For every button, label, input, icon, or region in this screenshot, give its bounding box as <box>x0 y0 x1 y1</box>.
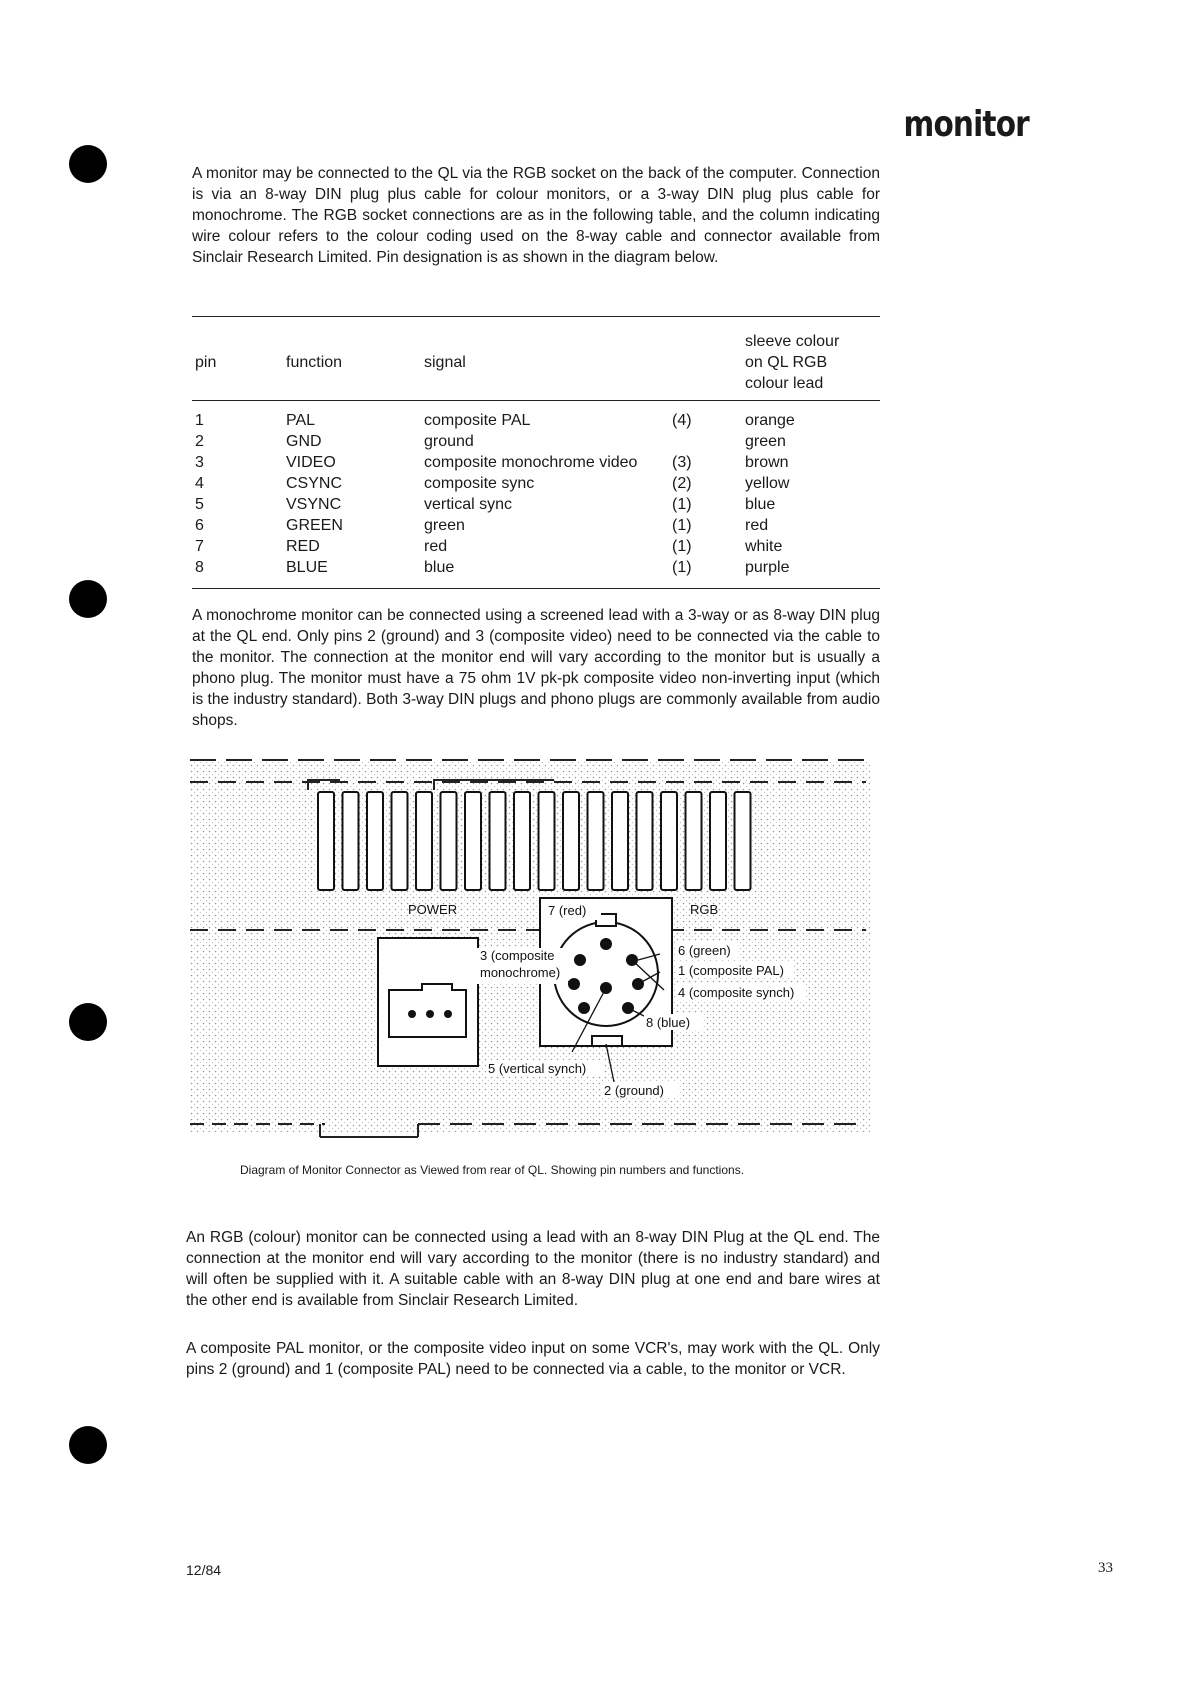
table-cell-signal: composite monochrome video <box>424 454 638 471</box>
table-cell-pin: 7 <box>195 538 204 555</box>
cooling-rib <box>710 792 726 890</box>
pin7-label: 7 (red) <box>548 903 587 918</box>
table-cell-signal: vertical sync <box>424 496 513 513</box>
footer-date: 12/84 <box>186 1562 222 1578</box>
header-sleeve-3: colour lead <box>745 375 824 392</box>
table-cell-colour: purple <box>745 559 790 576</box>
table-cell-function: RED <box>286 538 320 555</box>
cooling-rib <box>490 792 506 890</box>
table-cell-code: (2) <box>672 475 692 492</box>
pin5-label: 5 (vertical synch) <box>488 1061 587 1076</box>
table-cell-code: (1) <box>672 538 692 555</box>
table-cell-function: BLUE <box>286 559 328 576</box>
page-title: monitor <box>903 104 1029 145</box>
cooling-rib <box>661 792 677 890</box>
diagram-caption: Diagram of Monitor Connector as Viewed from rear of QL. Showing pin numbers and functions. <box>240 1163 745 1177</box>
table-cell-colour: green <box>745 433 786 450</box>
pin3-label-line1: 3 (composite <box>480 948 555 963</box>
cooling-rib <box>686 792 702 890</box>
table-cell-colour: orange <box>745 412 795 429</box>
table-cell-function: GND <box>286 433 322 450</box>
table-cell-function: VIDEO <box>286 454 336 471</box>
table-cell-signal: green <box>424 517 465 534</box>
table-cell-signal: ground <box>424 433 474 450</box>
table-cell-colour: brown <box>745 454 789 471</box>
table-cell-code: (4) <box>672 412 692 429</box>
cooling-rib <box>367 792 383 890</box>
cooling-rib <box>465 792 481 890</box>
cooling-rib <box>563 792 579 890</box>
table-top-rule <box>192 316 880 317</box>
table-bottom-rule <box>192 588 880 589</box>
table-header-rule <box>192 400 880 401</box>
pin8-label: 8 (blue) <box>646 1015 691 1030</box>
table-cell-signal: composite sync <box>424 475 535 492</box>
cooling-rib <box>514 792 530 890</box>
header-sleeve-1: sleeve colour <box>745 333 840 350</box>
monochrome-paragraph: A monochrome monitor can be connected using a screened lead with a 3-way or as 8-way DIN plug at the QL end. Only pins 2 (ground) and 3 (composite video) need to be connected via the cable to the monitor. The connection at the monitor end will vary according to the monitor but is usually a phono plug. The monitor must have a 75 ohm 1V pk-pk composite video non-inverting input (which is the industry standard). Both 3-way DIN plugs and phono plugs are commonly available from audio shops. <box>192 607 880 729</box>
pin1-label: 1 (composite PAL) <box>678 963 784 978</box>
header-signal: signal <box>424 354 466 371</box>
rgb-label: RGB <box>690 902 719 917</box>
table-cell-pin: 1 <box>195 412 204 429</box>
table-cell-function: PAL <box>286 412 316 429</box>
binder-hole <box>69 1426 107 1464</box>
cooling-rib <box>539 792 555 890</box>
table-cell-code: (3) <box>672 454 692 471</box>
intro-paragraph: A monitor may be connected to the QL via the RGB socket on the back of the computer. Connection is via an 8-way DIN plug plus cable for colour monitors, or a 3-way DIN plug plus cable for monochrome. The RGB socket connections are as in the following table, and the column indicating wire colour refers to the colour coding used on the 8-way cable and connector available from Sinclair Research Limited. Pin designation is as shown in the diagram below. <box>192 165 880 266</box>
connector-diagram <box>190 752 870 1142</box>
table-cell-signal: composite PAL <box>424 412 531 429</box>
header-sleeve-2: on QL RGB <box>745 354 828 371</box>
binder-hole <box>69 580 107 618</box>
cooling-rib <box>588 792 604 890</box>
cooling-rib <box>318 792 334 890</box>
pal-paragraph: A composite PAL monitor, or the composite video input on some VCR's, may work with the QL. Only pins 2 (ground) and 1 (composite PAL) need to be connected via a cable, to the monitor or VCR. <box>186 1340 880 1378</box>
power-socket <box>378 938 478 1066</box>
table-cell-pin: 6 <box>195 517 204 534</box>
page-number: 33 <box>1098 1560 1113 1576</box>
table-cell-colour: red <box>745 517 769 534</box>
table-cell-pin: 8 <box>195 559 204 576</box>
table-cell-code: (1) <box>672 517 692 534</box>
table-cell-pin: 5 <box>195 496 204 513</box>
table-cell-code: (1) <box>672 559 692 576</box>
cooling-rib <box>392 792 408 890</box>
pin2-label: 2 (ground) <box>604 1083 664 1098</box>
pin6-label: 6 (green) <box>678 943 731 958</box>
table-cell-colour: blue <box>745 496 776 513</box>
cooling-rib <box>343 792 359 890</box>
table-cell-pin: 4 <box>195 475 204 492</box>
table-cell-colour: white <box>745 538 783 555</box>
table-cell-signal: blue <box>424 559 455 576</box>
header-pin: pin <box>195 354 217 371</box>
table-cell-colour: yellow <box>745 475 790 492</box>
table-cell-pin: 2 <box>195 433 204 450</box>
rgb-paragraph: An RGB (colour) monitor can be connected using a lead with an 8-way DIN Plug at the QL end. The connection at the monitor end will vary according to the monitor (there is no industry standard) and will often be supplied with it. A suitable cable with an 8-way DIN plug at one end and bare wires at the other end is available from Sinclair Research Limited. <box>186 1229 880 1309</box>
cooling-rib <box>735 792 751 890</box>
pin3-label-line2: monochrome) <box>480 965 561 980</box>
binder-hole <box>69 145 107 183</box>
binder-hole <box>69 1003 107 1041</box>
table-cell-code: (1) <box>672 496 692 513</box>
cooling-rib <box>441 792 457 890</box>
table-cell-function: CSYNC <box>286 475 343 492</box>
cooling-rib <box>612 792 628 890</box>
cooling-rib <box>637 792 653 890</box>
pin4-label: 4 (composite synch) <box>678 985 795 1000</box>
table-cell-pin: 3 <box>195 454 204 471</box>
header-function: function <box>286 354 343 371</box>
table-cell-signal: red <box>424 538 448 555</box>
table-cell-function: VSYNC <box>286 496 342 513</box>
power-label: POWER <box>408 902 458 917</box>
cooling-rib <box>416 792 432 890</box>
table-cell-function: GREEN <box>286 517 343 534</box>
